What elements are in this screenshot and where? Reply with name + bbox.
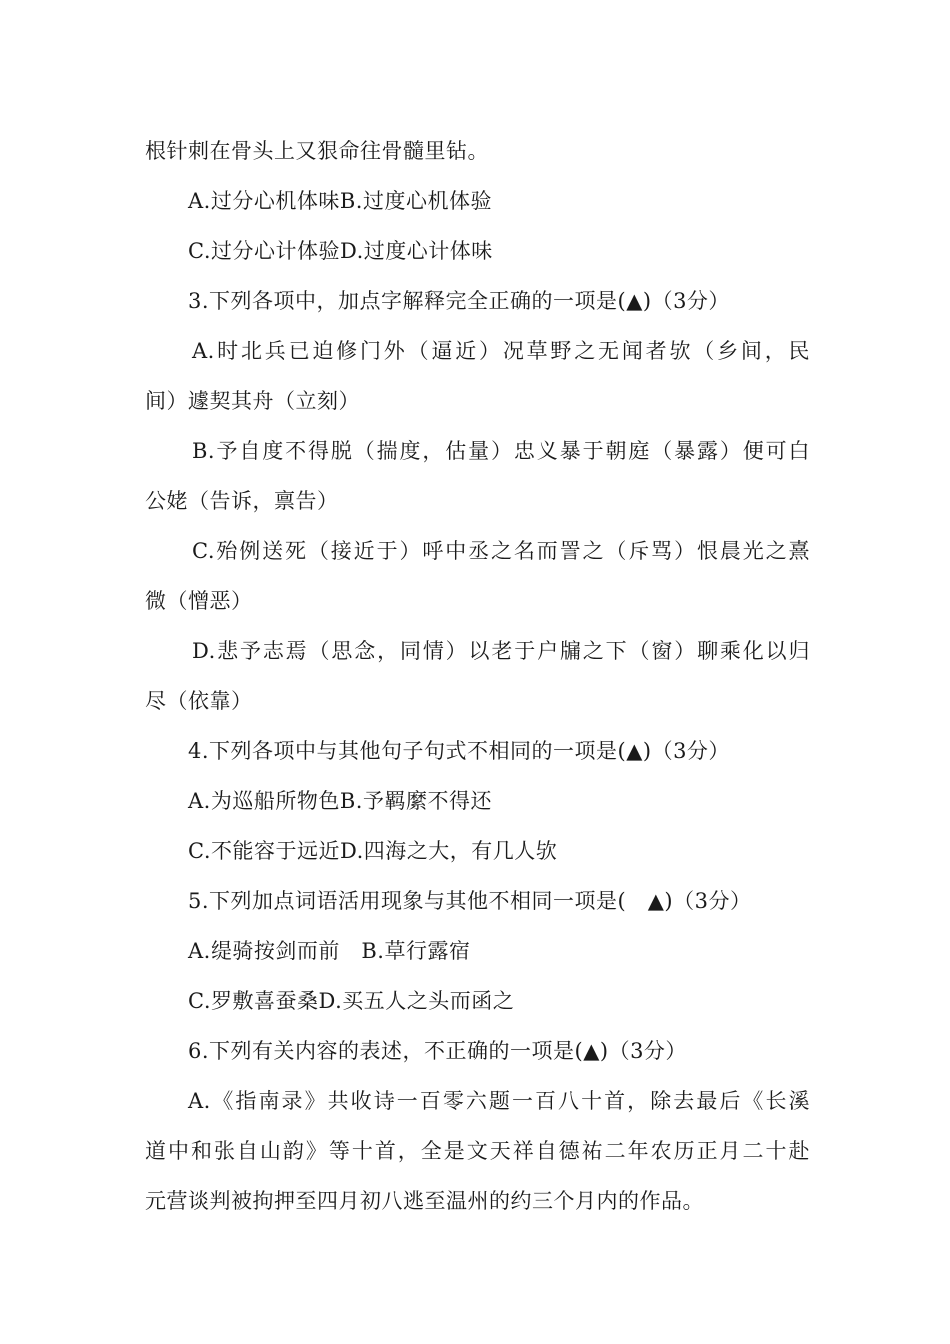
- q6-option-a-line-3: 元营谈判被拘押至四月初八逃至温州的约三个月内的作品。: [145, 1189, 704, 1213]
- q3-option-d-line-2: 尽（依靠）: [145, 689, 253, 713]
- question-3: 3.下列各项中，加点字解释完全正确的一项是(▲)（3分）: [188, 289, 730, 313]
- q3-option-b-line-1: B.予自度不得脱（揣度，估量）忠义暴于朝庭（暴露）便可白: [192, 439, 810, 463]
- q5-option-ab: A.缇骑按剑而前 B.草行露宿: [188, 939, 471, 963]
- q3-option-a-line-1: A.时北兵已迫修门外（逼近）况草野之无闻者欤（乡间，民: [192, 339, 810, 363]
- q3-option-c-line-2: 微（憎恶）: [145, 589, 253, 613]
- option-line-ab: A.过分心机体味B.过度心机体验: [188, 189, 492, 213]
- q4-option-ab: A.为巡船所物色B.予羁縻不得还: [188, 789, 492, 813]
- q3-option-c-line-1: C.殆例送死（接近于）呼中丞之名而詈之（斥骂）恨晨光之熹: [192, 539, 810, 563]
- q5-option-cd: C.罗敷喜蚕桑D.买五人之头而函之: [188, 989, 515, 1013]
- q6-option-a-line-2: 道中和张自山韵》等十首，全是文天祥自德祐二年农历正月二十赴: [145, 1139, 810, 1163]
- q3-option-a-line-2: 间）遽契其舟（立刻）: [145, 389, 360, 413]
- question-5: 5.下列加点词语活用现象与其他不相同一项是( ▲)（3分）: [188, 889, 752, 913]
- q4-option-cd: C.不能容于远近D.四海之大，有几人欤: [188, 839, 558, 863]
- question-6: 6.下列有关内容的表述，不正确的一项是(▲)（3分）: [188, 1039, 687, 1063]
- q3-option-d-line-1: D.悲予志焉（思念，同情）以老于户牖之下（窗）聊乘化以归: [192, 639, 810, 663]
- q6-option-a-line-1: A.《指南录》共收诗一百零六题一百八十首，除去最后《长溪: [188, 1089, 810, 1113]
- text-line-1: 根针刺在骨头上又狠命往骨髓里钻。: [145, 139, 489, 163]
- q3-option-b-line-2: 公姥（告诉，禀告）: [145, 489, 339, 513]
- option-line-cd: C.过分心计体验D.过度心计体味: [188, 239, 493, 263]
- question-4: 4.下列各项中与其他句子句式不相同的一项是(▲)（3分）: [188, 739, 730, 763]
